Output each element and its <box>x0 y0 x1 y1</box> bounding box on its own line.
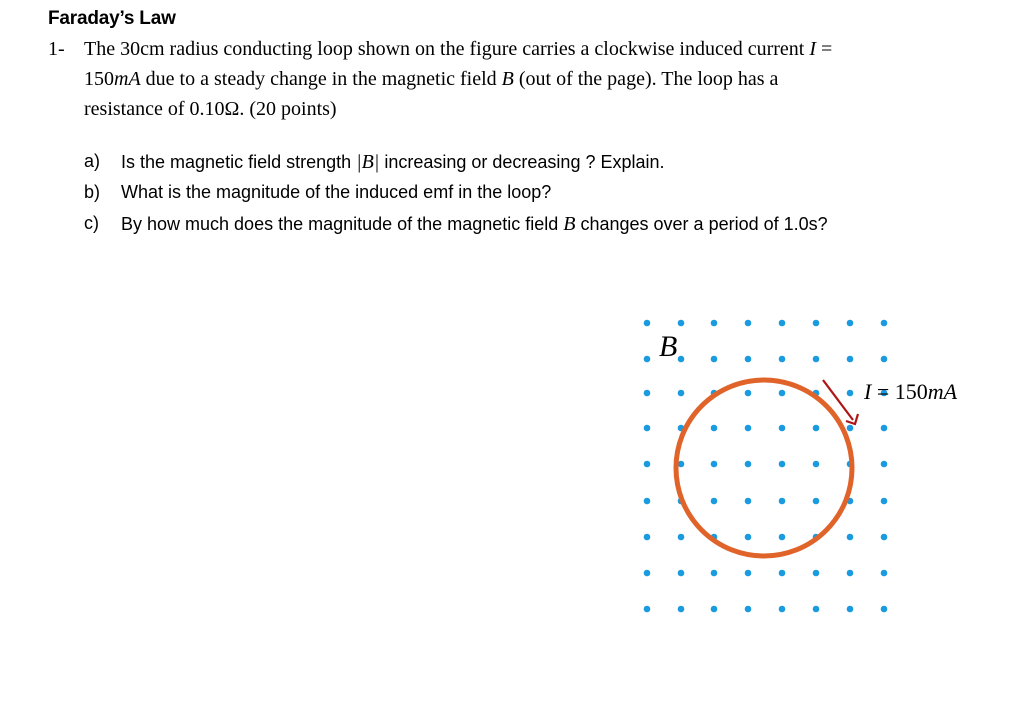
field-label: B <box>659 330 678 363</box>
field-dot <box>813 320 820 327</box>
field-dot <box>847 606 854 613</box>
equals-sign: = <box>816 38 833 60</box>
field-dot <box>678 534 685 541</box>
field-dot <box>847 320 854 327</box>
field-dot <box>644 534 651 541</box>
field-dot <box>745 320 752 327</box>
field-dot <box>779 356 786 363</box>
field-dot <box>813 498 820 505</box>
field-dot <box>745 534 752 541</box>
field-dot <box>678 606 685 613</box>
subquestion-b-label: b) <box>84 182 101 202</box>
current-label-unit: mA <box>927 379 958 404</box>
field-dot <box>779 425 786 432</box>
field-dot <box>678 570 685 577</box>
current-unit: mA <box>114 68 141 90</box>
field-dot <box>847 425 854 432</box>
subquestion-a-pre: Is the magnetic field strength <box>121 152 357 172</box>
field-dot <box>745 356 752 363</box>
conducting-loop <box>676 380 852 556</box>
field-dot <box>711 606 718 613</box>
subquestion-c-label: c) <box>84 213 99 233</box>
question-line-2-text: due to a steady change in the magnetic field <box>140 68 502 90</box>
field-dot <box>745 390 752 397</box>
field-dot <box>678 390 685 397</box>
question-line-3: resistance of 0.10Ω. (20 points) <box>84 98 337 120</box>
subquestion-b-text: What is the magnitude of the induced emf in the loop? <box>121 182 552 202</box>
current-variable: I <box>809 38 816 60</box>
field-dot <box>813 461 820 468</box>
field-dot <box>813 425 820 432</box>
field-dot <box>644 425 651 432</box>
field-dot <box>644 320 651 327</box>
field-dot <box>678 320 685 327</box>
question-line-1-text: The 30cm radius conducting loop shown on the figure carries a clockwise induced current <box>84 38 810 60</box>
field-dot <box>779 320 786 327</box>
current-label <box>863 379 958 404</box>
field-dot <box>644 356 651 363</box>
field-dot <box>881 356 888 363</box>
subquestion-c-post: changes over a period of 1.0s? <box>575 214 828 234</box>
field-dot <box>644 390 651 397</box>
subquestion-a-post: increasing or decreasing ? Explain. <box>379 152 665 172</box>
current-label-eq: = 150 <box>871 379 928 404</box>
field-dot <box>644 570 651 577</box>
field-dot <box>644 498 651 505</box>
subquestion-a-math: |B| <box>356 151 380 173</box>
question-number: 1- <box>48 38 65 60</box>
field-dot <box>745 461 752 468</box>
current-arrow-line <box>823 380 853 420</box>
field-dot <box>881 461 888 468</box>
subquestion-c-pre: By how much does the magnitude of the magnetic field <box>121 214 564 234</box>
current-value: 150 <box>84 68 114 90</box>
field-dot <box>779 390 786 397</box>
subquestion-a-label: a) <box>84 151 101 171</box>
field-dot <box>881 425 888 432</box>
field-dot <box>711 425 718 432</box>
field-dot <box>813 570 820 577</box>
field-dot <box>813 606 820 613</box>
field-dot <box>711 320 718 327</box>
field-dot <box>779 498 786 505</box>
field-dot <box>779 570 786 577</box>
question-line-2-end: (out of the page). The loop has a <box>513 68 779 90</box>
section-heading: Faraday’s Law <box>48 8 176 29</box>
field-dot <box>779 461 786 468</box>
field-dot <box>813 356 820 363</box>
field-dot <box>881 606 888 613</box>
current-label-var: I <box>864 379 872 404</box>
field-dot <box>881 534 888 541</box>
field-dot <box>644 606 651 613</box>
field-dot <box>779 606 786 613</box>
field-dot <box>711 461 718 468</box>
field-dot <box>644 461 651 468</box>
field-dot <box>711 570 718 577</box>
field-dot <box>745 498 752 505</box>
subquestion-c-math: B <box>563 213 576 235</box>
field-dot <box>847 390 854 397</box>
field-dot <box>745 606 752 613</box>
field-dot <box>779 534 786 541</box>
field-dot <box>847 534 854 541</box>
field-dot <box>881 320 888 327</box>
field-dot <box>881 570 888 577</box>
field-dot <box>847 356 854 363</box>
field-dot <box>678 356 685 363</box>
field-dot <box>745 570 752 577</box>
field-variable: B <box>501 68 514 90</box>
field-dot <box>847 570 854 577</box>
field-dot <box>745 425 752 432</box>
field-dot <box>711 356 718 363</box>
field-dot <box>881 498 888 505</box>
field-dot <box>711 498 718 505</box>
